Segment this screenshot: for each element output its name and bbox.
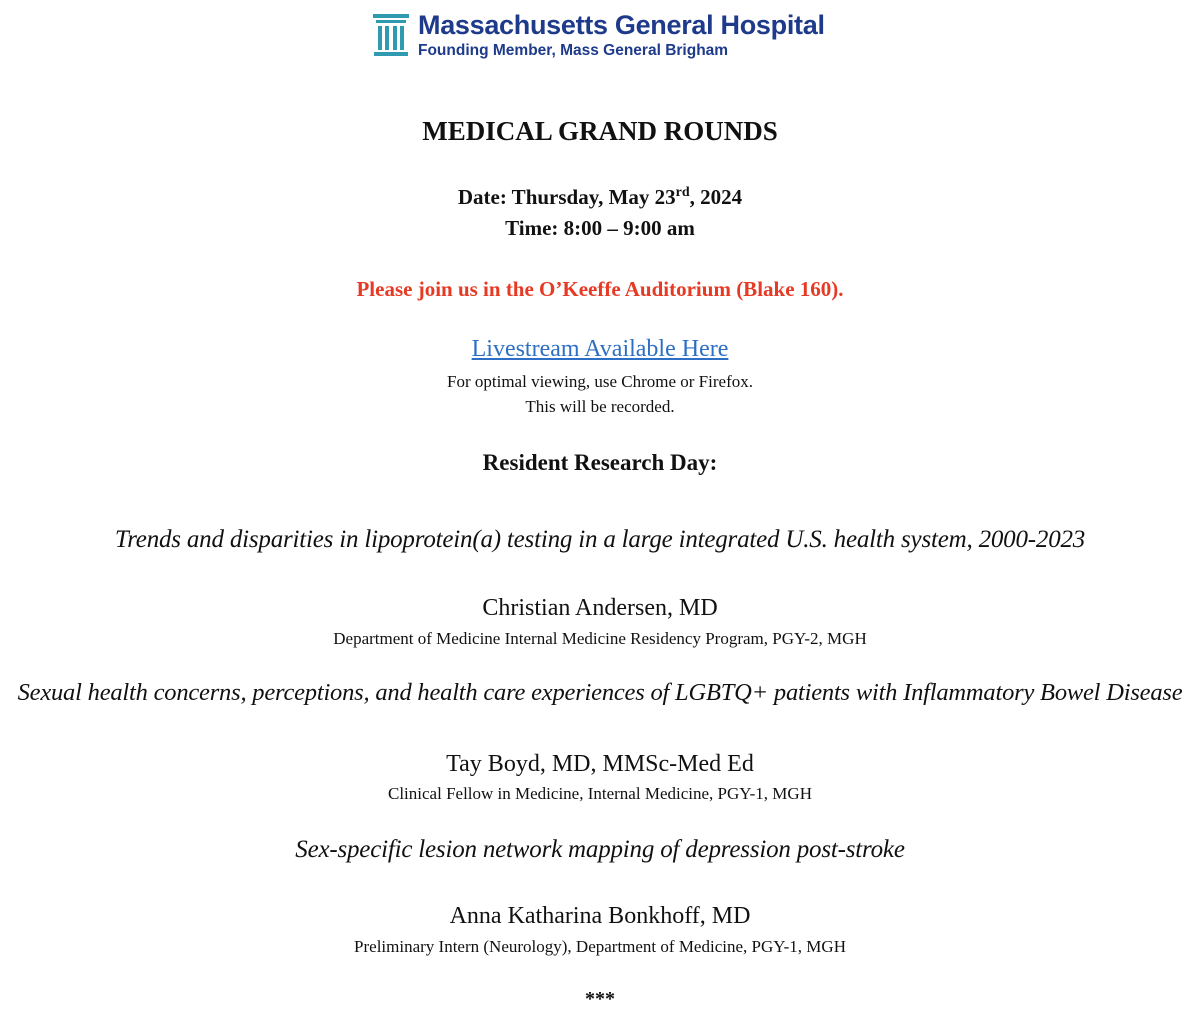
- hospital-name: Massachusetts General Hospital: [418, 10, 825, 40]
- speaker-affiliation: Clinical Fellow in Medicine, Internal Medicine, PGY-1, MGH: [388, 784, 812, 803]
- separator: ***: [585, 988, 615, 1010]
- date-text: Date: Thursday, May 23: [457, 185, 676, 209]
- talk-title: Sex-specific lesion network mapping of depression post-stroke: [295, 836, 905, 863]
- livestream-link[interactable]: Livestream Available Here: [471, 336, 729, 362]
- speaker-name: Anna Katharina Bonkhoff, MD: [449, 903, 751, 929]
- page-title: MEDICAL GRAND ROUNDS: [422, 116, 778, 146]
- event-date: [0, 185, 1200, 210]
- speaker-name: Tay Boyd, MD, MMSc-Med Ed: [446, 751, 754, 777]
- building-columns-icon: [372, 14, 410, 60]
- date-ordinal: rd: [675, 185, 690, 200]
- browser-note: For optimal viewing, use Chrome or Firefox.: [447, 372, 753, 391]
- recording-note: This will be recorded.: [525, 397, 675, 416]
- event-time: Time: 8:00 – 9:00 am: [505, 216, 695, 240]
- date-year: , 2024: [689, 185, 743, 209]
- livestream-line: [0, 336, 1200, 363]
- speaker-affiliation: Department of Medicine Internal Medicine Residency Program, PGY-2, MGH: [333, 629, 867, 648]
- hospital-subtitle: Founding Member, Mass General Brigham: [418, 42, 729, 59]
- location-notice: Please join us in the O’Keeffe Auditorium (Blake 160).: [356, 277, 844, 301]
- hospital-logo: [372, 8, 825, 68]
- talk-title: Trends and disparities in lipoprotein(a) testing in a large integrated U.S. health system, 2000-2023: [114, 526, 1086, 553]
- talk-title: Sexual health concerns, perceptions, and health care experiences of LGBTQ+ patients with Inflammatory Bowel Disease: [17, 679, 1183, 706]
- speaker-name: Christian Andersen, MD: [482, 595, 718, 621]
- section-heading: Resident Research Day:: [482, 450, 718, 475]
- speaker-affiliation: Preliminary Intern (Neurology), Department of Medicine, PGY-1, MGH: [354, 937, 846, 956]
